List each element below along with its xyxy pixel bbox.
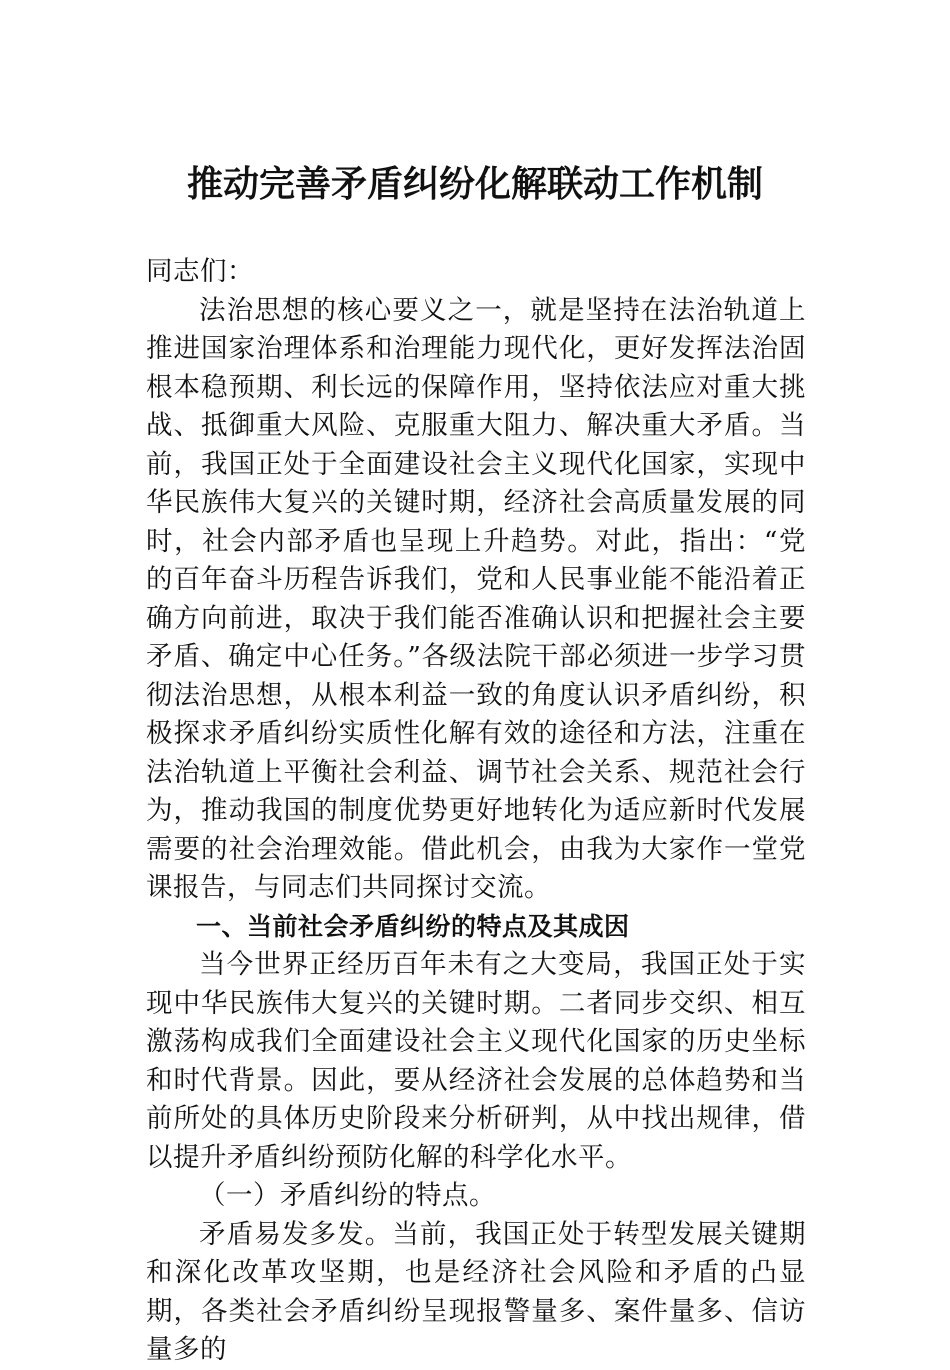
document-body bbox=[146, 253, 806, 1370]
section-heading: 一、当前社会矛盾纠纷的特点及其成因 bbox=[196, 911, 630, 941]
subsection-heading: （一）矛盾纠纷的特点。 bbox=[199, 1180, 496, 1211]
subsection-paragraph: 矛盾易发多发。当前，我国正处于转型发展关键期和深化改革攻坚期，也是经济社会风险和矛盾的凸显期，各类社会矛盾纠纷呈现报警量多、案件量多、信访量多的 bbox=[146, 1218, 806, 1365]
intro-paragraph: 法治思想的核心要义之一，就是坚持在法治轨道上推进国家治理体系和治理能力现代化，更好发挥法治固根本稳预期、利长远的保障作用，坚持依法应对重大挑战、抵御重大风险、克服重大阻力、解决重大矛盾。当前，我国正处于全面建设社会主义现代化国家，实现中华民族伟大复兴的关键时期，经济社会高质量发展的同时，社会内部矛盾也呈现上升趋势。对此，指出：“党的百年奋斗历程告诉我们，党和人民事业能不能沿着正确方向前进，取决于我们能否准确认识和把握社会主要矛盾、确定中心任务。”各级法院干部必须进一步学习贯彻法治思想，从根本利益一致的角度认识矛盾纠纷，积极探求矛盾纠纷实质性化解有效的途径和方法，注重在法治轨道上平衡社会利益、调节社会关系、规范社会行为，推动我国的制度优势更好地转化为适应新时代发展需要的社会治理效能。借此机会，由我为大家作一堂党课报告，与同志们共同探讨交流。 bbox=[146, 294, 806, 903]
document-title: 推动完善矛盾纠纷化解联动工作机制 bbox=[186, 163, 763, 205]
section-paragraph: 当今世界正经历百年未有之大变局，我国正处于实现中华民族伟大复兴的关键时期。二者同步交织、相互激荡构成我们全面建设社会主义现代化国家的历史坐标和时代背景。因此，要从经济社会发展的总体趋势和当前所处的具体历史阶段来分析研判，从中找出规律，借以提升矛盾纠纷预防化解的科学化水平。 bbox=[146, 949, 806, 1173]
salutation: 同志们： bbox=[146, 256, 254, 287]
